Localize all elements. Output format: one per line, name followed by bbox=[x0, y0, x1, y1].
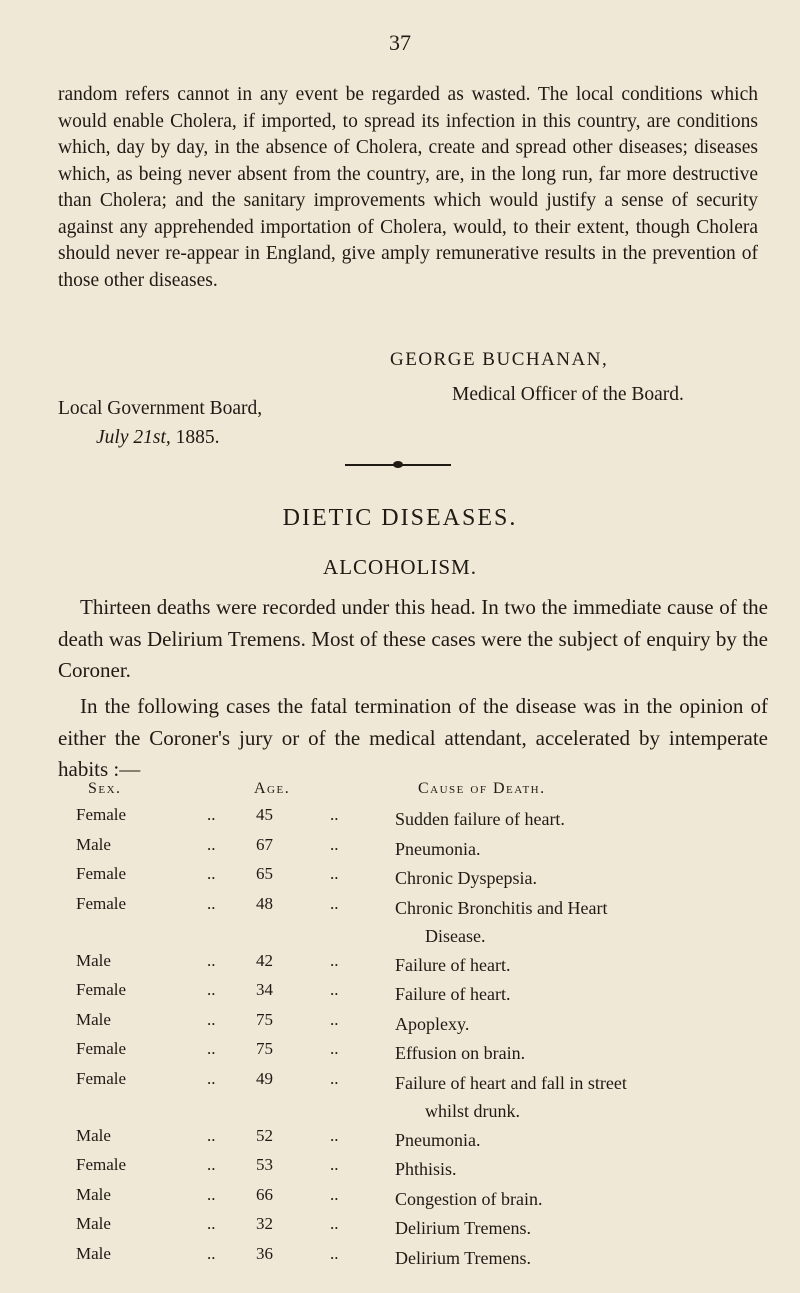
leader-dots: .. bbox=[207, 980, 216, 999]
table-row bbox=[0, 1214, 800, 1244]
origin-date-day: July 21st, bbox=[96, 427, 171, 448]
section-divider-ornament bbox=[393, 461, 403, 468]
cell-sex: Male bbox=[76, 950, 111, 970]
cell-age: 75 bbox=[256, 1039, 273, 1058]
cause-text: Chronic Bronchitis and Heart bbox=[395, 897, 608, 918]
paragraph-following-cases: In the following cases the fatal termination of the disease was in the opinion of either the Coroner's jury or of the medical attendant, accelerated by intemperate habits :— bbox=[58, 694, 768, 781]
cell-sex: Male bbox=[76, 834, 111, 854]
table-row bbox=[0, 1155, 800, 1185]
cell-age: 53 bbox=[256, 1155, 273, 1174]
cause-text: Effusion on brain. bbox=[395, 1043, 526, 1063]
cell-sex: Female bbox=[76, 1155, 127, 1174]
cell-age: 66 bbox=[256, 1184, 273, 1204]
table-row bbox=[0, 835, 800, 865]
leader-dots: .. bbox=[207, 805, 216, 824]
cause-text: Pneumonia. bbox=[395, 1129, 481, 1150]
cell-cause bbox=[395, 835, 725, 863]
header-age: Age. bbox=[254, 780, 291, 797]
cell-age: 32 bbox=[256, 1214, 273, 1233]
leader-dots: .. bbox=[207, 834, 216, 854]
cause-text: Congestion of brain. bbox=[395, 1188, 543, 1209]
leader-dots: .. bbox=[207, 950, 216, 970]
cell-sex: Male bbox=[76, 1184, 111, 1204]
cause-text: Sudden failure of heart. bbox=[395, 809, 565, 829]
cell-age: 49 bbox=[256, 1068, 273, 1088]
cell-age: 42 bbox=[256, 950, 273, 970]
cell-age: 75 bbox=[256, 1009, 273, 1029]
cell-age: 52 bbox=[256, 1125, 273, 1145]
cell-age: 65 bbox=[256, 864, 273, 883]
leader-dots: .. bbox=[207, 1184, 216, 1204]
origin-board: Local Government Board, bbox=[58, 398, 263, 419]
cause-text: Failure of heart. bbox=[395, 984, 511, 1004]
table-row bbox=[0, 894, 800, 951]
cause-continuation: Disease. bbox=[425, 925, 486, 946]
leader-dots: .. bbox=[330, 834, 339, 854]
cause-text: Failure of heart. bbox=[395, 954, 511, 975]
signature-title: Medical Officer of the Board. bbox=[452, 384, 684, 405]
cell-sex: Female bbox=[76, 980, 127, 999]
leader-dots: .. bbox=[330, 1184, 339, 1204]
cell-cause bbox=[395, 864, 725, 892]
section-heading: DIETIC DISEASES. bbox=[282, 505, 518, 531]
cell-age: 48 bbox=[256, 893, 273, 913]
leader-dots: .. bbox=[207, 893, 216, 913]
table-row bbox=[0, 980, 800, 1010]
cell-cause bbox=[395, 1155, 725, 1183]
cause-text: Pneumonia. bbox=[395, 838, 481, 859]
cell-cause bbox=[395, 1185, 725, 1213]
leader-dots: .. bbox=[330, 1068, 339, 1088]
cell-sex: Female bbox=[76, 864, 127, 883]
paragraph-deaths: Thirteen deaths were recorded under this head. In two the immediate cause of the death was Delirium Tremens. Most of these cases were the subject of enquiry by the Coroner. bbox=[58, 595, 768, 682]
leader-dots: .. bbox=[330, 864, 339, 883]
cause-text: Phthisis. bbox=[395, 1159, 457, 1179]
table-row bbox=[0, 1244, 800, 1274]
leader-dots: .. bbox=[207, 1155, 216, 1174]
leader-dots: .. bbox=[330, 1214, 339, 1233]
leader-dots: .. bbox=[330, 1009, 339, 1029]
cell-cause bbox=[395, 1010, 725, 1038]
cell-sex: Male bbox=[76, 1009, 111, 1029]
table-row bbox=[0, 1069, 800, 1126]
cell-sex: Male bbox=[76, 1214, 111, 1233]
header-sex: Sex. bbox=[88, 780, 122, 797]
leader-dots: .. bbox=[207, 1009, 216, 1029]
cause-text: Delirium Tremens. bbox=[395, 1218, 532, 1238]
paragraph-cholera: random refers cannot in any event be regarded as wasted. The local conditions which would enable Cholera, if imported, to spread its infection in this country, are conditions which, day by day, in the absence of Cholera, create and spread other diseases; diseases which, as being never absent from the country, are, in the long run, far more destructive than Cholera; and the sanitary improvements which would justify a sense of security against any apprehended importation of Cholera, would, to their extent, though Cholera should never re-appear in England, give amply remunerative results in the prevention of those other diseases. bbox=[58, 84, 758, 291]
cell-sex: Female bbox=[76, 1039, 127, 1058]
cause-text: Chronic Dyspepsia. bbox=[395, 868, 537, 888]
leader-dots: .. bbox=[207, 1214, 216, 1233]
leader-dots: .. bbox=[207, 1125, 216, 1145]
cell-sex: Female bbox=[76, 1068, 127, 1088]
cell-sex: Female bbox=[76, 893, 127, 913]
signature-name: GEORGE BUCHANAN, bbox=[390, 349, 609, 370]
cell-cause bbox=[395, 1244, 725, 1272]
leader-dots: .. bbox=[330, 1039, 339, 1058]
leader-dots: .. bbox=[330, 1125, 339, 1145]
table-row bbox=[0, 1010, 800, 1040]
leader-dots: .. bbox=[207, 1039, 216, 1058]
cell-cause bbox=[395, 1214, 725, 1242]
cell-sex: Male bbox=[76, 1125, 111, 1145]
cause-text: Delirium Tremens. bbox=[395, 1247, 532, 1268]
subheading: ALCOHOLISM. bbox=[323, 555, 477, 579]
cell-sex: Female bbox=[76, 805, 127, 824]
cell-age: 34 bbox=[256, 980, 273, 999]
cell-cause bbox=[395, 980, 725, 1008]
table-row bbox=[0, 864, 800, 894]
cell-cause bbox=[395, 951, 725, 979]
cause-text: Failure of heart and fall in street bbox=[395, 1072, 627, 1093]
leader-dots: .. bbox=[330, 893, 339, 913]
table-row bbox=[0, 805, 800, 835]
table-header bbox=[0, 780, 800, 804]
cell-cause bbox=[395, 805, 725, 833]
origin-date-year: 1885. bbox=[170, 427, 220, 448]
leader-dots: .. bbox=[207, 864, 216, 883]
cell-cause bbox=[395, 1069, 725, 1125]
table-row bbox=[0, 1039, 800, 1069]
origin-date bbox=[96, 427, 219, 449]
table-row bbox=[0, 951, 800, 981]
leader-dots: .. bbox=[330, 980, 339, 999]
leader-dots: .. bbox=[330, 1243, 339, 1263]
leader-dots: .. bbox=[330, 805, 339, 824]
leader-dots: .. bbox=[207, 1068, 216, 1088]
leader-dots: .. bbox=[330, 1155, 339, 1174]
cell-sex: Male bbox=[76, 1243, 111, 1263]
cell-cause bbox=[395, 1126, 725, 1154]
cell-cause bbox=[395, 894, 725, 950]
cases-table bbox=[0, 805, 800, 1273]
leader-dots: .. bbox=[330, 950, 339, 970]
cause-continuation: whilst drunk. bbox=[425, 1100, 521, 1121]
page-number: 37 bbox=[389, 30, 411, 55]
cell-cause bbox=[395, 1039, 725, 1067]
leader-dots: .. bbox=[207, 1243, 216, 1263]
table-row bbox=[0, 1126, 800, 1156]
header-cause: Cause of Death. bbox=[418, 780, 546, 797]
cell-age: 36 bbox=[256, 1243, 273, 1263]
cell-age: 67 bbox=[256, 834, 273, 854]
cause-text: Apoplexy. bbox=[395, 1013, 470, 1034]
cell-age: 45 bbox=[256, 805, 273, 824]
table-row bbox=[0, 1185, 800, 1215]
